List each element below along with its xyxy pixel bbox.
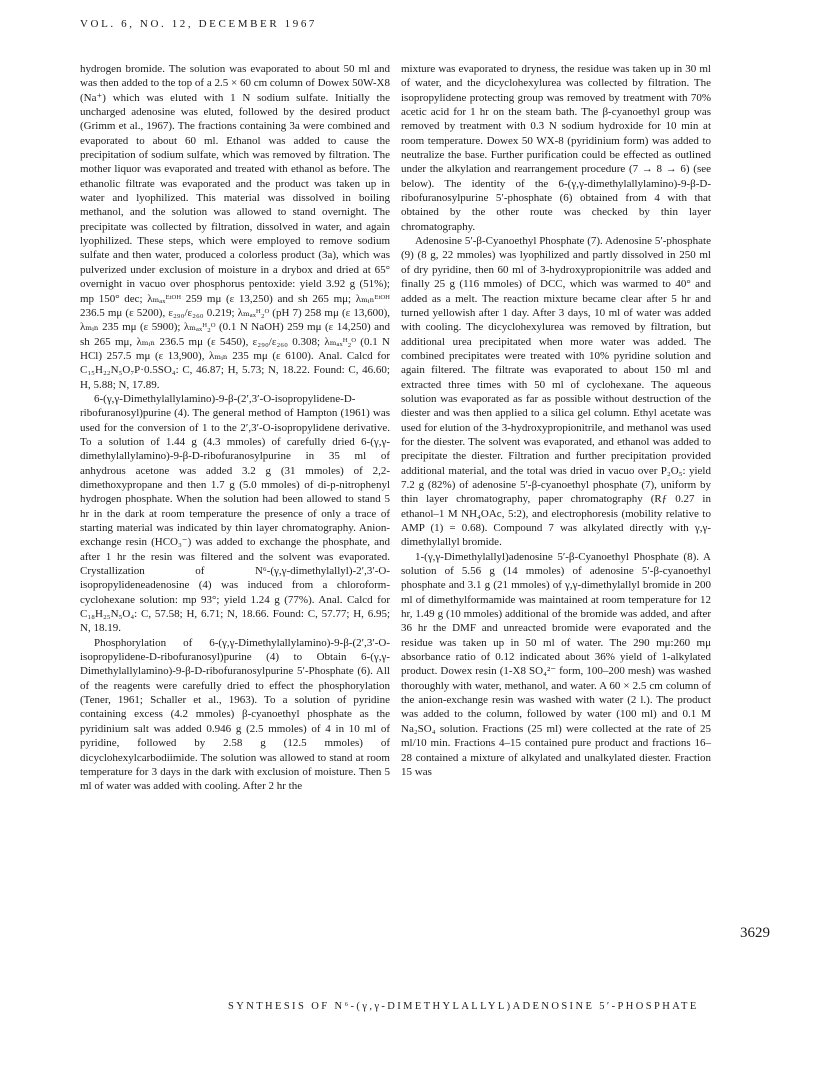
paragraph: Phosphorylation of 6-(γ,γ-Dimethylallylamino)-9-β-(2′,3′-O-isopropylidene-D-ribofuranosyl)purine (4) to Obtain 6-(γ,γ-Dimethylallylamino)-9-β-D-ribofuranosylpurine 5′-Phosphate (6). All of the reagents were carefully dried to effect the phosphorylation (Tener, 1961; Schaller et al., 1963). To a solution of pyridine containing excess (4.2 mmoles) β-cyanoethyl phosphate as the pyridinium salt was added 0.946 g (2.5 mmoles) of 4 in 10 ml of pyridine, followed by 2.58 g (12.5 mmoles) of dicyclohexylcarbodiimide. The solution was allowed to stand at room temperature for 3 days in the dark with exclusion of moisture. Then 5 ml of water was added with cooling. After 2 hr the xyxy=(80,636,390,793)
running-head: VOL. 6, NO. 12, DECEMBER 1967 xyxy=(80,18,318,30)
paragraph: mixture was evaporated to dryness, the residue was taken up in 30 ml of water, and the dicyclohexylurea was collected by filtration. The isopropylidene protecting group was removed by treatment with 70% acetic acid for 1 hr on the steam bath. The β-cyanoethyl group was removed by treatment with 0.3 N sodium hydroxide for 10 min at room temperature. Dowex 50 WX-8 (pyridinium form) was added to neutralize the base. Further purification could be effected as outlined under the alkylation and rearrangement procedure (7 → 8 → 6) (see below). The identity of the 6-(γ,γ-dimethylallylamino)-9-β-D-ribofuranosylpurine 5′-phosphate (6) obtained from 4 with that obtained by the other route was checked by thin layer chromatography. xyxy=(401,63,711,233)
page-number: 3629 xyxy=(740,925,770,941)
paragraph: 1-(γ,γ-Dimethylallyl)adenosine 5′-β-Cyanoethyl Phosphate (8). A solution of 5.56 g (14 mmoles) of adenosine 5′-β-cyanoethyl phosphate and 3.1 g (21 mmoles) of γ,γ-dimethylallyl bromide in 200 ml of dimethylformamide was maintained at room temperature for 12 hr, 1.49 g (10 mmoles) additional of the bromide was added, and after 36 hr the DMF and unreacted bromide were evaporated and the residue was taken up in 50 ml of water. The 290 mμ:260 mμ absorbance ratio of 0.12 indicated about 36% yield of 1-alkylated product. Dowex resin (1-X8 SO₄²⁻ form, 100–200 mesh) was washed thoroughly with water, methanol, and water. A 60 × 2.5 cm column of the anion-exchange resin was washed with water (2 l.). The product was added to the column, followed by water (100 ml) and 0.1 M Na₂SO₄ solution. Fractions (25 ml) were collected at the rate of 25 ml/10 min. Fractions 4–15 contained pure product and fractions 16–28 contained a mixture of alkylated and unalkylated diester. Fraction 15 was xyxy=(401,550,711,778)
right-column xyxy=(401,62,711,779)
paragraph: Adenosine 5′-β-Cyanoethyl Phosphate (7). Adenosine 5′-phosphate (9) (8 g, 22 mmoles) was lyophilized and partly dissolved in 250 ml of dry pyridine, then 60 ml of 3-hydroxypropionitrile was added and finally 25 g (116 mmoles) of DCC, which was warmed to 40° and added as a melt. The reaction mixture became clear after 5 hr and turned yellowish after 1 day. After 3 days, 10 ml of water was added with cooling. The dicyclohexylurea was removed by filtration, but additional urea precipitated when more water was added. The combined precipitates were treated with 10% pyridine solution and again filtered. The filtrate was evaporated to about 150 ml and extracted three times with 50 ml of cyclohexane. The aqueous solution was evaporated as far as possible without destruction of the diester and was then applied to a silica gel column. Ethyl acetate was used for elution of the 3-hydroxypropionitrile, and methanol was used for the diester. The solvent was evaporated, and ethanol was added to precipitate the diester. Filtration and further precipitation provided additional material, and the total was dried in vacuo over P₂O₅: yield 7.2 g (82%) of adenosine 5′-β-cyanoethyl phosphate (7), uniform by thin layer chromatography, paper chromatography (Rƒ 0.27 in ethanol–1 M NH₄OAc, 5:2), and electrophoresis (mobility relative to AMP (1) = 0.68). Compound 7 was alkylated directly with γ,γ-dimethylallyl bromide. xyxy=(401,235,711,549)
running-foot: SYNTHESIS OF N⁶-(γ,γ-DIMETHYLALLYL)ADENOSINE 5′-PHOSPHATE xyxy=(228,1001,699,1012)
left-column xyxy=(80,62,390,794)
paragraph: hydrogen bromide. The solution was evaporated to about 50 ml and was then added to the top of a 2.5 × 60 cm column of Dowex 50W-X8 (Na⁺) which was eluted with 1 N sodium sulfate. Initially the uncharged adenosine was eluted, followed by the desired product (Grimm et al., 1967). The fractions containing 3a were combined and evaporated to about 60 ml. Ethanol was added to cause the precipitation of sodium sulfate, which was removed by filtration. The mother liquor was evaporated and treated with ethanol as before. The ethanolic filtrate was evaporated and the product was taken up in water and lyophilized. This material was dissolved in boiling methanol, and the solution was allowed to stand overnight. The precipitate was collected by filtration, dissolved in water, and again lyophilized. These steps, which were employed to remove sodium sulfate and then water, produced a colorless product (3a), which was pulverized under exclusion of moisture in a drybox and dried at 65° overnight in vacuo over phosphorus pentoxide: yield 3.92 g (51%); mp 150° dec; λₘₐₓᴱᵗᴼᴴ 259 mμ (ε 13,250) and sh 265 mμ; λₘᵢₙᴱᵗᴼᴴ 236.5 mμ (ε 5200), ε₂₉₀/ε₂₆₀ 0.219; λₘₐₓᴴ₂ᴼ (pH 7) 258 mμ (ε 13,600), λₘᵢₙ 235 mμ (ε 5900); λₘₐₓᴴ₂ᴼ (0.1 N NaOH) 259 mμ (ε 14,250) and sh 265 mμ, λₘᵢₙ 236.5 mμ (ε 5450), ε₂₉₀/ε₂₆₀ 0.308; λₘₐₓᴴ₂ᴼ (0.1 N HCl) 257.5 mμ (ε 13,900), λₘᵢₙ 235 mμ (ε 6100). Anal. Calcd for C₁₅H₂₂N₅O₇P·0.5SO₄: C, 46.87; H, 5.73; N, 18.22. Found: C, 46.60; H, 5.88; N, 17.89. xyxy=(80,63,390,391)
paragraph: 6-(γ,γ-Dimethylallylamino)-9-β-(2′,3′-O-isopropylidene-D-ribofuranosyl)purine (4). The general method of Hampton (1961) was used for the conversion of 1 to the 2′,3′-O-isopropylidene derivative. To a solution of 1.44 g (4.3 mmoles) of carefully dried 6-(γ,γ-dimethylallylamino)-9-β-D-ribofuranosylpurine in 35 ml of anhydrous acetone was added 3.2 g (31 mmoles) of 2,2-dimethoxypropane and then 1.7 g (5.0 mmoles) of di-p-nitrophenyl hydrogen phosphate. When the solution had been allowed to stand 5 hr in the dark at room temperature the presence of only a trace of starting material was indicated by thin layer chromatography. Anion-exchange resin (HCO₃⁻) was added to exchange the phosphate, and after 1 hr the resin was filtered and the solvent was evaporated. Crystallization of N⁶-(γ,γ-dimethylallyl)-2′,3′-O-isopropylideneadenosine (4) was induced from a chloroform-cyclohexane solution: mp 93°; yield 1.24 g (77%). Anal. Calcd for C₁₈H₂₅N₅O₄: C, 57.58; H, 6.71; N, 18.66. Found: C, 57.77; H, 6.95; N, 18.19. xyxy=(80,392,390,635)
